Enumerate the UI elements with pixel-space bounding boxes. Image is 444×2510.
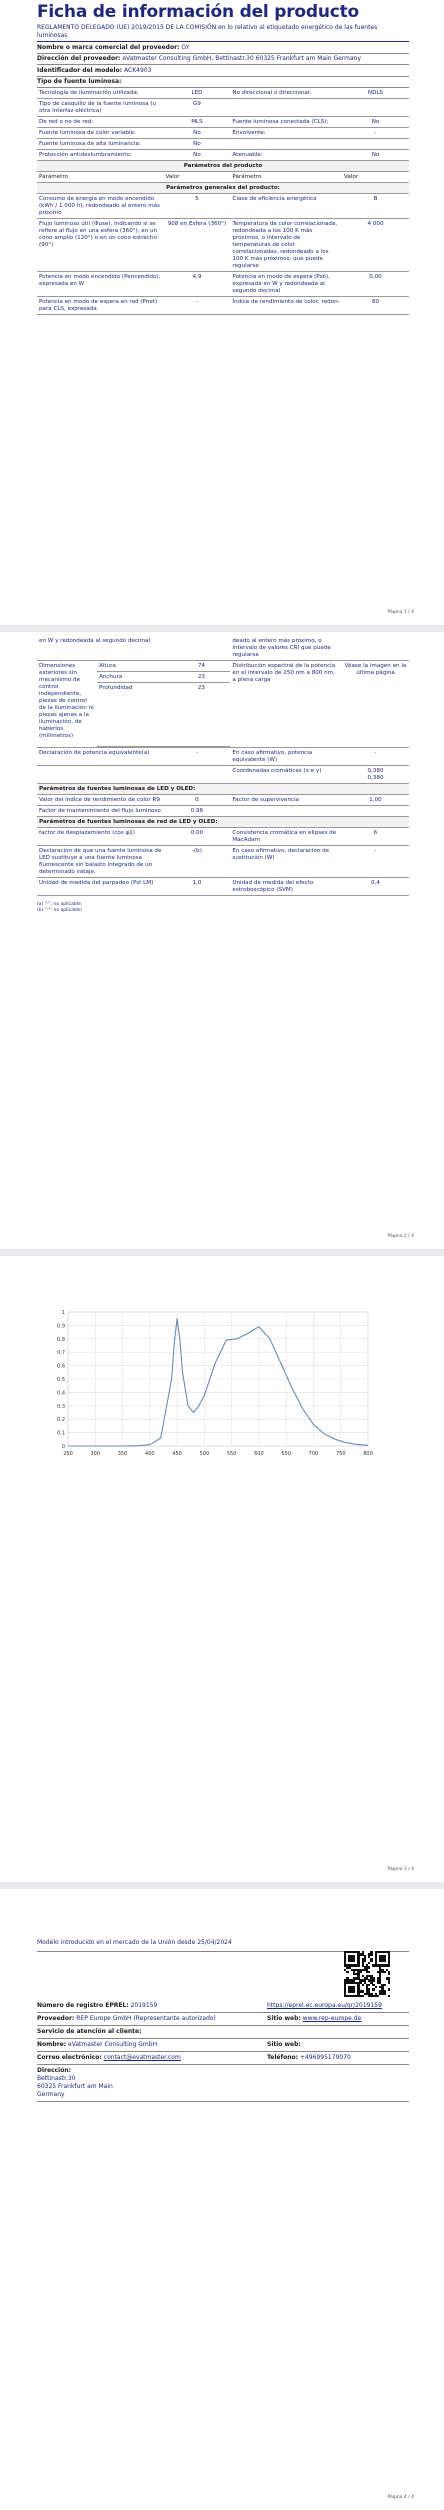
table-cell: - — [163, 297, 230, 315]
table-cell: Clase de eficiencia energética — [230, 194, 342, 219]
address-block: Dirección: Bettinastr.30 60325 Frankfurt am Main Germany — [37, 2065, 409, 2102]
table-cell: 0 — [163, 795, 230, 806]
table-row — [37, 88, 409, 99]
service-heading: Servicio de atención al cliente: — [37, 2026, 409, 2039]
table-cell: - — [342, 128, 409, 139]
table-cell: 0,96 — [163, 806, 230, 817]
contact-row: Correo electrónico: contact@evatmaster.com Teléfono: +496995179070 — [37, 2052, 409, 2065]
general-title: Parámetros generales del producto: — [37, 183, 409, 194]
table-cell: 0,00 — [163, 828, 230, 846]
x-tick-label: 600 — [254, 1451, 264, 1457]
page-number: Página 2 / 4 — [387, 1234, 414, 1239]
table-cell: No — [163, 139, 230, 150]
footnotes: (a) "-": no aplicable; (b) "-": no aplicable; — [37, 902, 83, 913]
page-1 — [0, 0, 444, 625]
table-cell: No — [163, 150, 230, 161]
table-cell: Potencia en modo de espera (Psb), expresada en W y redondeada al segundo decimal — [230, 272, 342, 297]
page-number: Página 1 / 4 — [387, 610, 414, 615]
table-cell: Declaración de que una fuente luminosa de LED sustituye a una fuente luminosa fluorescente sin balasto integrado de un determinado vataje. — [37, 846, 163, 878]
table-row — [37, 99, 409, 117]
table-cell: Coordenadas cromáticas (x e y) — [230, 766, 342, 784]
table-cell: 0,4 — [342, 878, 409, 896]
x-tick-label: 350 — [117, 1451, 128, 1457]
table-row — [37, 766, 409, 784]
table-cell — [230, 99, 342, 117]
y-tick-label: 0.7 — [57, 1350, 65, 1357]
x-tick-label: 300 — [90, 1451, 101, 1457]
x-tick-label: 250 — [63, 1451, 73, 1457]
table-cell: -(b) — [163, 846, 230, 878]
table-cell: Declaración de potencia equivalente(a) — [37, 748, 163, 766]
x-tick-label: 650 — [281, 1451, 291, 1457]
y-tick-label: 0.3 — [57, 1403, 65, 1410]
table-cell: No direccional o direccional: — [230, 88, 342, 99]
y-tick-label: 0.9 — [57, 1323, 65, 1330]
table-cell: Unidad de medida del parpadeo (Pst LM) — [37, 878, 163, 896]
market-intro: Modelo introducido en el mercado de la Unión desde 25/04/2024 — [37, 1939, 409, 1952]
provider-website-link[interactable]: www.rep-europe.de — [302, 2015, 362, 2022]
dim-value: 23 — [172, 683, 230, 747]
table-row — [37, 117, 409, 128]
table-cell: Potencia en modo de espera en red (Pnet) para CLS, expresada — [37, 297, 163, 315]
regulation-line: REGLAMENTO DELEGADO (UE) 2019/2015 DE LA COMISIÓN en lo relativo al etiquetado energético de las fuentes luminosas — [37, 24, 409, 42]
table-cell: En caso afirmativo, declaración de sustitución (W) — [230, 846, 342, 878]
table-row — [37, 272, 409, 297]
params-table — [37, 161, 409, 315]
params-header: Parámetro Valor Parámetro Valor — [37, 172, 409, 183]
x-tick-label: 750 — [335, 1451, 346, 1457]
mains-title: Parámetros de fuentes luminosas de red de LED y OLED: — [37, 817, 409, 828]
trademark-row: Nombre o marca comercial del proveedor: GY — [37, 42, 409, 54]
y-tick-label: 0.4 — [57, 1390, 65, 1397]
table-row — [37, 878, 409, 896]
table-cell: Fuente luminosa de alta luminancia: — [37, 139, 163, 150]
table-cell: 0,00 — [342, 272, 409, 297]
page-number: Página 4 / 4 — [387, 2495, 414, 2500]
x-tick-label: 500 — [199, 1451, 210, 1457]
table-row — [37, 828, 409, 846]
table-cell: Fuente luminosa de color variable: — [37, 128, 163, 139]
dim-value: 74 — [172, 661, 230, 672]
table-cell: LED — [163, 88, 230, 99]
page-4 — [0, 1889, 444, 2510]
table-cell: En caso afirmativo, potencia equivalente (W) — [230, 748, 342, 766]
table-cell: De red o no de red: — [37, 117, 163, 128]
led-title: Parámetros de fuentes luminosas de LED y OLED: — [37, 784, 409, 795]
table-cell: Factor de mantenimiento del flujo luminoso — [37, 806, 163, 817]
table-cell — [163, 766, 230, 784]
table-cell: Factor de supervivencia — [230, 795, 342, 806]
table-cell: 4 000 — [342, 219, 409, 272]
table-cell — [342, 99, 409, 117]
y-tick-label: 0.2 — [57, 1417, 65, 1424]
dim-label: Anchura — [97, 672, 172, 683]
table-row — [37, 806, 409, 817]
table-cell — [342, 806, 409, 817]
y-tick-label: 0.5 — [57, 1377, 65, 1383]
table-cell: No — [163, 128, 230, 139]
supplier-address-row: Dirección del proveedor: eVatmaster Consulting GmbH, Bettinastr.30 60325 Frankfurt am Main Germany — [37, 54, 409, 66]
email-link[interactable]: contact@evatmaster.com — [103, 2054, 181, 2061]
table-cell: Atenuable: — [230, 150, 342, 161]
table-cell — [37, 766, 163, 784]
table-cell: Flujo luminoso útil (Φuse), indicando si se refiere al flujo en una esfera (360°), en un cono amplio (120°) o en un cono estrecho (90°) — [37, 219, 163, 272]
table-row — [37, 194, 409, 219]
table-cell: Protección antideslumbramiento: — [37, 150, 163, 161]
provider-row: Proveedor: REP Europe GmbH (Representante autorizado) Sitio web: www.rep-europe.de — [37, 2013, 409, 2026]
y-tick-label: 0.6 — [57, 1363, 65, 1370]
dimensions-label: Dimensiones exteriores sin mecanismo de control independiente, piezas de control de la iluminación ni piezas ajenas a la iluminación, de haberlos (milímetros) — [39, 662, 94, 739]
dim-label: Altura — [97, 661, 172, 672]
type-section-heading: Tipo de fuente luminosa: — [37, 77, 409, 89]
dim-label: Profundidad — [97, 683, 172, 747]
spectral-chart — [46, 1306, 376, 1464]
table-cell: Tecnología de iluminación utilizada: — [37, 88, 163, 99]
page-3 — [0, 1256, 444, 1882]
page-2 — [0, 632, 444, 1249]
table-cell: Consistencia cromática en elipses de MacAdam — [230, 828, 342, 846]
table-row — [37, 150, 409, 161]
table-cell: 80 — [342, 297, 409, 315]
table-cell: Índice de rendimiento de color, redon- — [230, 297, 342, 315]
table-cell: 1,00 — [342, 795, 409, 806]
table-row — [37, 846, 409, 878]
table-row: en W y redondeada al segundo decimal deado al entero más próximo, o intervalo de valores CRI que puede regularse — [37, 636, 409, 661]
table-cell — [230, 139, 342, 150]
table-cell: G9 — [163, 99, 230, 117]
table-cell: - — [342, 748, 409, 766]
x-tick-label: 550 — [226, 1451, 237, 1457]
params-table-cont — [37, 636, 409, 896]
table-row — [37, 219, 409, 272]
table-cell: Fuente luminosa conectada (CLS): — [230, 117, 342, 128]
dim-value: 23 — [172, 672, 230, 683]
table-cell: Unidad de medida del efecto estroboscópico (SVM) — [230, 878, 342, 896]
table-cell: Temperatura de color correlacionada, redondeada a los 100 K más próximos, o intervalo de temperaturas de color correlacionadas, redondeado a los 100 K más próximos, que puede regularse — [230, 219, 342, 272]
table-row — [37, 748, 409, 766]
table-cell: Consumo de energía en modo encendido (kWh / 1 000 h), redondeado al entero más próximo — [37, 194, 163, 219]
table-cell: 5 — [163, 194, 230, 219]
table-row — [37, 128, 409, 139]
table-row — [37, 795, 409, 806]
model-id-row: Identificador del modelo: ACK4903 — [37, 65, 409, 77]
table-cell: Tipo de casquillo de la fuente luminosa (u otra interfaz eléctrica) — [37, 99, 163, 117]
x-tick-label: 450 — [172, 1451, 182, 1457]
table-cell: 908 en Esfera (360°) — [163, 219, 230, 272]
dimensions-row: Dimensiones exteriores sin mecanismo de control independiente, piezas de control de la iluminación ni piezas ajenas a la iluminación, de haberlos (milímetros) Altura 74 Anchura 23 Profundidad 23 Distribución espectral de la potencia en el intervalo de 250 nm a 800 nm, a plena carga Véase la imagen en la última página — [37, 661, 409, 748]
table-cell: 4,9 — [163, 272, 230, 297]
table-cell: - — [163, 748, 230, 766]
table-cell: No — [342, 150, 409, 161]
x-tick-label: 400 — [145, 1451, 155, 1457]
y-tick-label: 0.8 — [57, 1336, 65, 1343]
table-cell: Potencia en modo encendido (Pencendido), expresada en W — [37, 272, 163, 297]
table-cell: No — [342, 117, 409, 128]
table-cell: 1,0 — [163, 878, 230, 896]
eprel-row: Número de registro EPREL: 2019159 https://eprel.ec.europa.eu/qr/2019159 — [37, 2000, 409, 2013]
params-title: Parámetros del producto — [37, 161, 409, 172]
table-cell: factor de desplazamiento (cos φ1) — [37, 828, 163, 846]
table-cell: - — [342, 846, 409, 878]
table-cell: B — [342, 194, 409, 219]
qr-code-icon — [344, 1951, 390, 1997]
x-tick-label: 800 — [363, 1451, 373, 1457]
y-tick-label: 0 — [61, 1444, 65, 1450]
y-tick-label: 0.1 — [57, 1430, 65, 1437]
name-row: Nombre: eVatmaster Consulting GmbH Sitio web: — [37, 2039, 409, 2052]
y-tick-label: 1 — [61, 1310, 65, 1316]
table-cell: Valor del índice de rendimiento de color R9 — [37, 795, 163, 806]
table-row — [37, 297, 409, 315]
eprel-link[interactable]: https://eprel.ec.europa.eu/qr/2019159 — [267, 2002, 382, 2009]
table-cell: Envolvente: — [230, 128, 342, 139]
table-cell — [230, 806, 342, 817]
table-cell: 6 — [342, 828, 409, 846]
x-tick-label: 700 — [308, 1451, 319, 1457]
table-cell — [342, 139, 409, 150]
type-table — [37, 88, 409, 161]
page-number: Página 3 / 4 — [387, 1867, 414, 1872]
page-title: Ficha de información del producto — [37, 2, 360, 22]
table-cell: NDLS — [342, 88, 409, 99]
table-row — [37, 139, 409, 150]
table-cell: 0,380 0,380 — [342, 766, 409, 784]
table-cell: MLS — [163, 117, 230, 128]
